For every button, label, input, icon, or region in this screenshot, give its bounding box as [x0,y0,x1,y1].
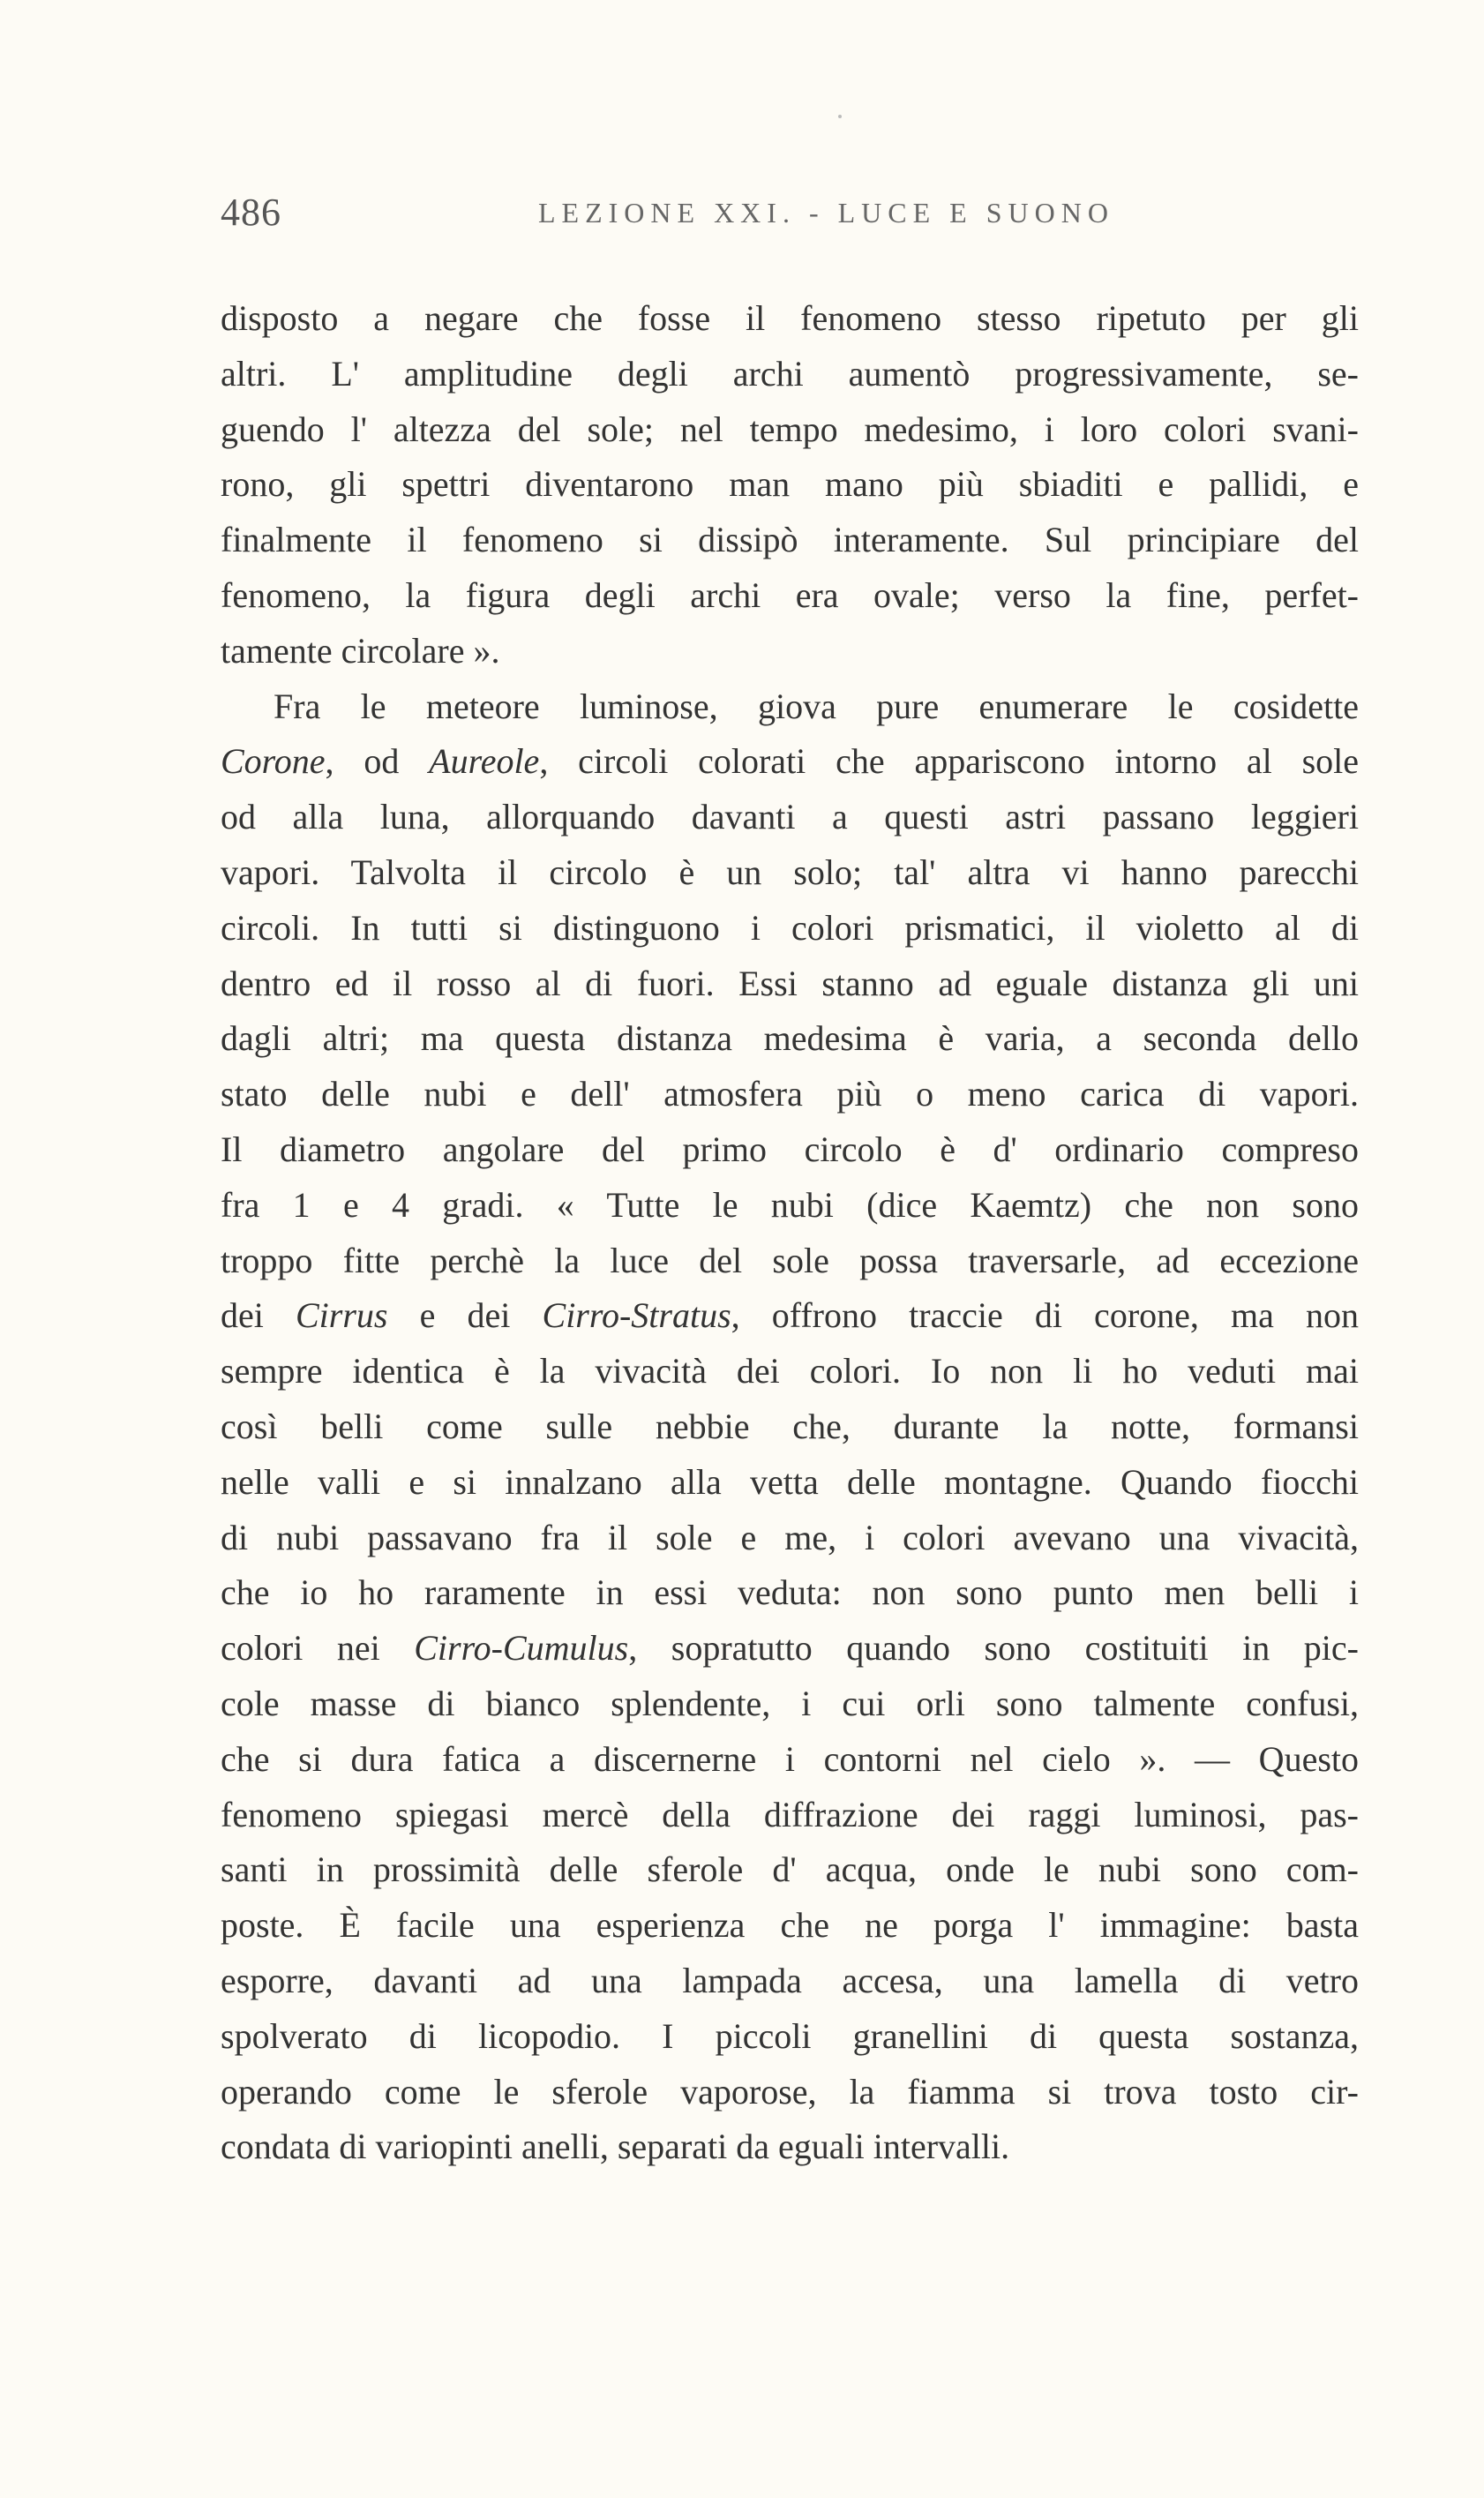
text-segment: fenomeno spiegasi mercè della diffrazione dei raggi luminosi, pas- [221,1794,1359,1834]
text-segment: finalmente il fenomeno si dissipò interamente. Sul principiare del [221,520,1359,560]
text-segment: colori nei [221,1628,415,1669]
text-line [221,1898,1359,1954]
page-header [221,190,1270,243]
text-segment: dagli altri; ma questa distanza medesima è varia, a seconda dello [221,1018,1359,1059]
text-segment: troppo fitte perchè la luce del sole possa traversarle, ad eccezione [221,1240,1359,1280]
text-line [221,1122,1359,1178]
text-line [221,568,1359,624]
text-segment: cole masse di bianco splendente, i cui orli sono talmente confusi, [221,1683,1359,1723]
text-segment: , offrono traccie di corone, ma non [731,1295,1359,1336]
text-segment: Il diametro angolare del primo circolo è d' ordinario compreso [221,1129,1359,1169]
text-segment: che io ho raramente in essi veduta: non sono punto men belli i [221,1572,1359,1613]
text-line [221,513,1359,568]
text-line [221,1234,1359,1289]
text-segment: rono, gli spettri diventarono man mano più sbiaditi e pallidi, e [221,464,1359,505]
text-segment: , sopratutto quando sono costituiti in pic- [628,1628,1359,1669]
text-segment: santi in prossimità delle sferole d' acqua, onde le nubi sono com- [221,1849,1359,1890]
text-line [221,1399,1359,1455]
text-line [221,790,1359,845]
text-segment: tamente circolare ». [221,630,500,671]
italic-term: Cirro-Cumulus [414,1628,629,1669]
text-line [221,1067,1359,1122]
paper-speck [838,115,842,118]
text-segment: e dei [387,1295,543,1336]
text-segment: spolverato di licopodio. I piccoli granellini di questa sostanza, [221,2015,1359,2056]
text-line [221,1455,1359,1511]
text-line [221,624,1359,679]
text-segment: che si dura fatica a discernerne i contorni nel cielo ». — Questo [221,1738,1359,1779]
text-line [221,1344,1359,1399]
text-segment: sempre identica è la vivacità dei colori. Io non li ho veduti mai [221,1351,1359,1392]
text-line [221,734,1359,790]
text-line [221,1621,1359,1677]
text-segment: , circoli colorati che appariscono intorno al sole [539,741,1359,782]
text-line [221,1788,1359,1843]
text-line [221,2009,1359,2065]
text-line [221,1954,1359,2009]
text-line [221,2119,1359,2175]
text-segment: dei [221,1295,296,1336]
text-segment: stato delle nubi e dell' atmosfera più o meno carica di vapori. [221,1074,1359,1114]
page-number: 486 [221,191,281,234]
text-segment: poste. È facile una esperienza che ne porga l' immagine: basta [221,1905,1359,1946]
text-segment: altri. L' amplitudine degli archi aumentò progressivamente, se- [221,353,1359,394]
italic-term: Cirro-Stratus [542,1295,731,1336]
text-segment: circoli. In tutti si distinguono i colori prismatici, il violetto al di [221,907,1359,948]
text-segment: fra 1 e 4 gradi. « Tutte le nubi (dice Kaemtz) che non sono [221,1184,1359,1225]
text-segment: od alla luna, allorquando davanti a questi astri passano leggieri [221,797,1359,837]
text-segment: dentro ed il rosso al di fuori. Essi stanno ad eguale distanza gli uni [221,963,1359,1003]
text-line [221,1511,1359,1566]
text-segment: guendo l' altezza del sole; nel tempo medesimo, i loro colori svani- [221,409,1359,449]
text-line [221,291,1359,347]
text-segment: , od [325,741,430,782]
text-segment: nelle valli e si innalzano alla vetta delle montagne. Quando fiocchi [221,1461,1359,1502]
text-line [221,402,1359,458]
text-segment: condata di variopinti anelli, separati da eguali intervalli. [221,2127,1010,2167]
text-line [221,1842,1359,1898]
text-line [221,1565,1359,1621]
text-line [221,1732,1359,1788]
text-line [221,845,1359,901]
text-line [221,901,1359,956]
text-line [221,347,1359,402]
text-line [221,2065,1359,2120]
text-line [221,679,1359,735]
text-line [221,1677,1359,1732]
text-line [221,956,1359,1012]
text-segment: operando come le sferole vaporose, la fiamma si trova tosto cir- [221,2071,1359,2112]
body-text [221,291,1359,2175]
italic-term: Cirrus [296,1295,388,1336]
italic-term: Aureole [429,741,540,782]
text-segment: Fra le meteore luminose, giova pure enumerare le cosidette [274,686,1359,726]
text-segment: vapori. Talvolta il circolo è un solo; tal' altra vi hanno parecchi [221,851,1359,892]
text-segment: esporre, davanti ad una lampada accesa, una lamella di vetro [221,1960,1359,2000]
text-line [221,457,1359,513]
running-head: LEZIONE XXI. - LUCE E SUONO [538,197,1114,229]
text-line [221,1011,1359,1067]
text-line [221,1178,1359,1234]
text-segment: disposto a negare che fosse il fenomeno stesso ripetuto per gli [221,298,1359,338]
italic-term: Corone [221,741,326,782]
text-segment: fenomeno, la figura degli archi era ovale; verso la fine, perfet- [221,574,1359,615]
text-segment: di nubi passavano fra il sole e me, i colori avevano una vivacità, [221,1517,1359,1557]
text-line [221,1288,1359,1344]
text-segment: così belli come sulle nebbie che, durante la notte, formansi [221,1406,1359,1446]
